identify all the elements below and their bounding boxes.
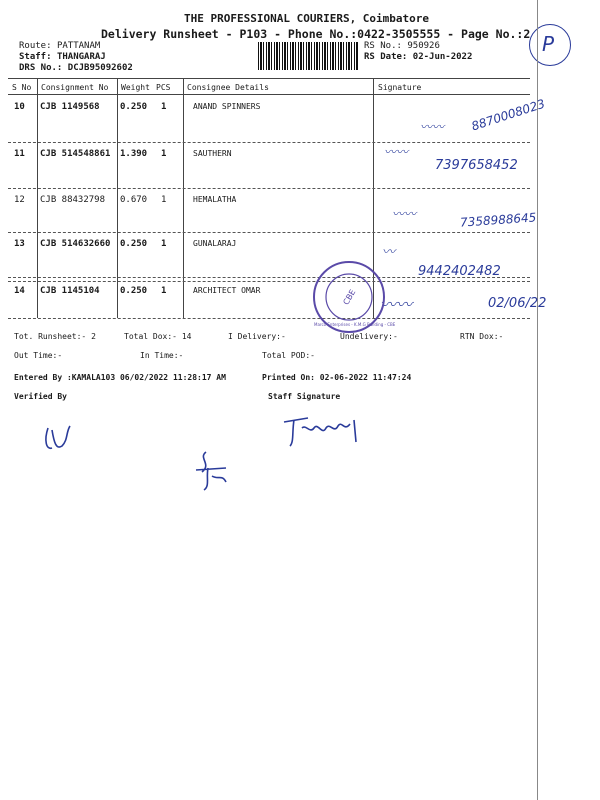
col-line-3 <box>183 78 184 318</box>
row-sno: 10 <box>14 102 25 112</box>
svg-text:CBE: CBE <box>341 288 358 307</box>
row-signature-scribble: 〰〰 <box>420 120 445 134</box>
staff-signature-label: Staff Signature <box>268 392 341 401</box>
initials-signature <box>192 448 232 492</box>
rs-no-value: 950926 <box>407 41 440 51</box>
runsheet-title: Delivery Runsheet - P103 - Phone No.:0422-3505555 - Page No.:2 <box>101 27 531 41</box>
company-stamp <box>312 260 396 338</box>
totals-dox: Total Dox:- 14 <box>124 332 192 341</box>
row-signature-scribble: 〰〰 <box>380 295 413 314</box>
row-signature-note: 7397658452 <box>435 158 518 173</box>
row-consignee: GUNALARAJ <box>193 239 237 248</box>
printed-on: Printed On: 02-06-2022 11:47:24 <box>262 373 412 382</box>
row-signature-scribble: 〰 <box>382 245 396 260</box>
row-consignment: CJB 514632660 <box>40 239 111 249</box>
row-pcs: 1 <box>161 149 167 159</box>
row-pcs: 1 <box>161 286 167 296</box>
totals-rtn: RTN Dox:- <box>460 332 504 341</box>
row-divider <box>8 142 530 143</box>
row-consignee: HEMALATHA <box>193 195 237 204</box>
totals-undelivery: Undelivery:- <box>340 332 398 341</box>
row-weight: 0.250 <box>120 239 148 249</box>
rs-no-label: RS No.: <box>364 41 402 51</box>
row-weight: 0.250 <box>120 102 148 112</box>
row-signature-note: 8870008023 <box>469 96 547 134</box>
table-top-rule <box>8 78 530 79</box>
page-mark-letter: P <box>542 32 555 56</box>
row-consignment: CJB 88432798 <box>40 195 106 205</box>
row-signature-note: 02/06/22 <box>488 296 547 311</box>
margin-line <box>537 0 538 800</box>
col-header-consignee: Consignee Details <box>187 83 269 92</box>
col-header-weight: Weight <box>121 83 150 92</box>
row-divider <box>8 188 530 189</box>
staff-signature <box>280 412 370 452</box>
staff-row <box>19 52 106 62</box>
row-divider <box>8 232 530 233</box>
row-sno: 12 <box>14 195 25 205</box>
col-line-1 <box>37 78 38 318</box>
page-mark-circle <box>529 24 571 66</box>
totals-runsheet: Tot. Runsheet:- 2 <box>14 332 96 341</box>
row-signature-note: 9442402482 <box>418 264 501 279</box>
entered-by: Entered By :KAMALA103 06/02/2022 11:28:17 AM <box>14 373 226 382</box>
rs-date-value: 02-Jun-2022 <box>412 52 473 62</box>
row-divider <box>8 281 530 282</box>
row-consignee: ARCHITECT OMAR <box>193 286 261 295</box>
rs-date-row <box>364 52 472 62</box>
row-pcs: 1 <box>161 195 167 205</box>
staff-value: THANGARAJ <box>56 52 106 62</box>
row-sno: 11 <box>14 149 25 159</box>
route-row <box>19 41 100 51</box>
company-title: THE PROFESSIONAL COURIERS, Coimbatore <box>184 12 430 25</box>
row-consignment: CJB 1149568 <box>40 102 100 112</box>
row-consignment: CJB 1145104 <box>40 286 100 296</box>
col-header-signature: Signature <box>378 83 422 92</box>
row-consignee: SAUTHERN <box>193 149 232 158</box>
drs-label: DRS No.: <box>19 63 63 73</box>
rs-no-row <box>364 41 440 51</box>
staff-label: Staff: <box>19 52 52 62</box>
row-signature-note: 7358988645 <box>459 210 537 230</box>
col-header-pcs: PCS <box>156 83 171 92</box>
row-pcs: 1 <box>161 239 167 249</box>
stamp-text: Marco Enterprises - K.M.G Building - CBE <box>314 322 396 327</box>
row-signature-scribble: 〰〰 <box>392 207 417 221</box>
row-consignment: CJB 514548861 <box>40 149 111 159</box>
route-value: PATTANAM <box>56 41 101 51</box>
row-consignee: ANAND SPINNERS <box>193 102 261 111</box>
route-label: Route: <box>19 41 52 51</box>
row-signature-scribble: 〰〰 <box>384 145 409 159</box>
table-bottom-rule <box>8 318 530 319</box>
col-header-sno: S No <box>12 83 32 92</box>
in-time: In Time:- <box>140 351 184 360</box>
row-sno: 14 <box>14 286 25 296</box>
row-pcs: 1 <box>161 102 167 112</box>
rs-date-label: RS Date: <box>364 52 408 62</box>
drs-row <box>19 63 133 73</box>
row-weight: 1.390 <box>120 149 148 159</box>
barcode-image <box>258 42 358 70</box>
col-header-consignment: Consignment No <box>41 83 109 92</box>
row-divider <box>8 277 530 278</box>
verified-signature <box>40 420 80 460</box>
out-time: Out Time:- <box>14 351 63 360</box>
row-weight: 0.250 <box>120 286 148 296</box>
totals-delivery: I Delivery:- <box>228 332 286 341</box>
row-weight: 0.670 <box>120 195 148 205</box>
row-sno: 13 <box>14 239 25 249</box>
table-header-rule <box>8 94 530 95</box>
drs-value: DCJB95092602 <box>67 63 133 73</box>
verified-by-label: Verified By <box>14 392 67 401</box>
total-pod: Total POD:- <box>262 351 315 360</box>
col-line-2 <box>117 78 118 318</box>
